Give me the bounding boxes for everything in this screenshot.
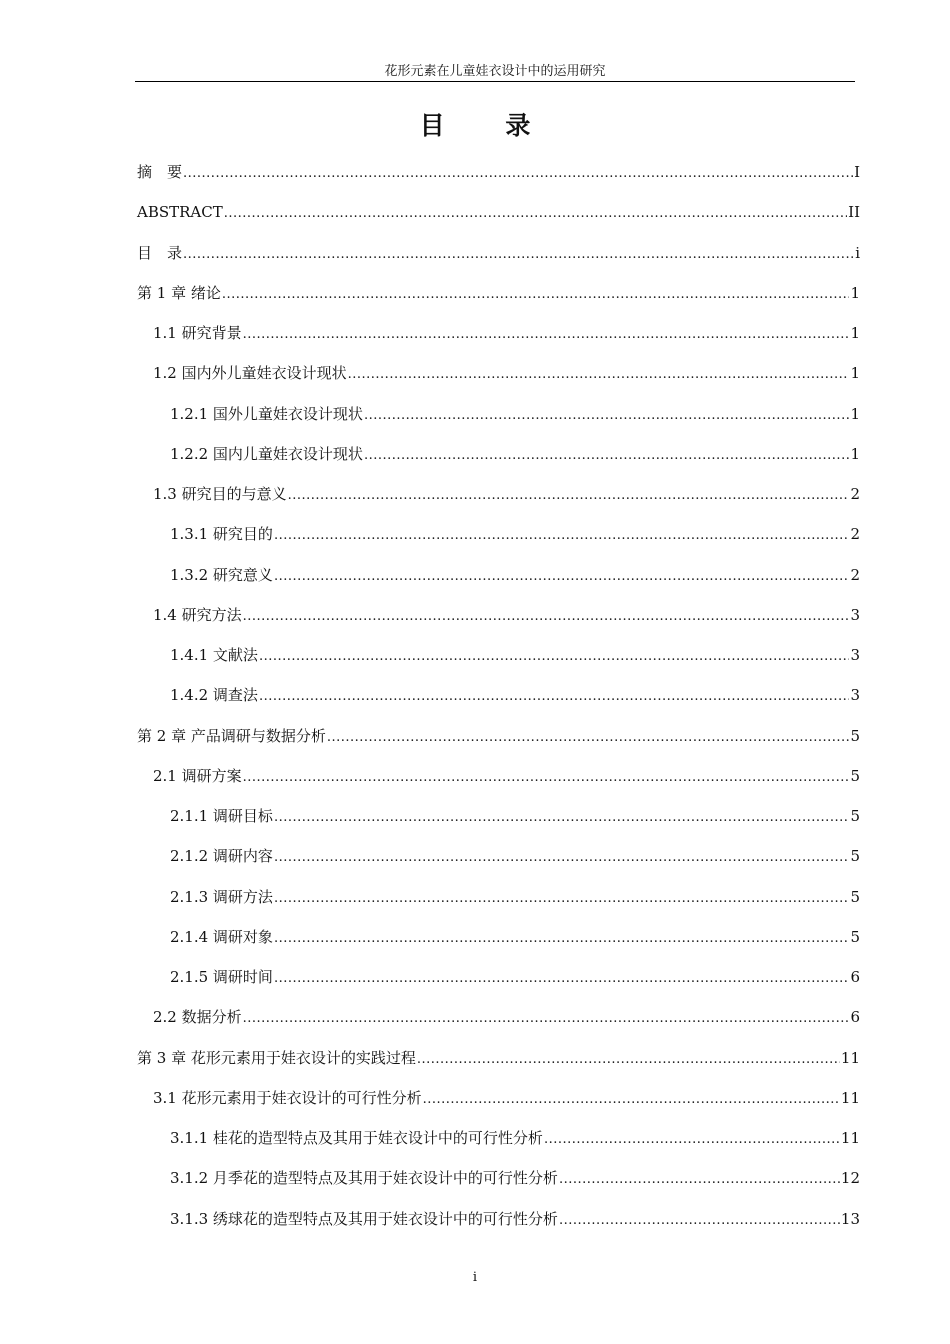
toc-entry-page: II [848,203,860,222]
toc-leader-dots [288,486,850,506]
toc-entry-label: 摘 要 [137,163,183,181]
toc-leader-dots [274,889,850,909]
toc-entry-label: 2.1.2 调研内容 [170,847,273,866]
toc-entry-page: 5 [850,807,860,825]
toc-entry-label: 第 3 章 花形元素用于娃衣设计的实践过程 [137,1048,416,1067]
toc-entry-label: 2.1.3 调研方法 [170,887,273,906]
toc-entry-label: 第 2 章 产品调研与数据分析 [137,726,326,745]
toc-list [137,162,860,1249]
toc-leader-dots [274,929,850,949]
toc-entry-page: 2 [850,525,860,544]
toc-entry-label: 1.3 研究目的与意义 [153,485,287,503]
toc-leader-dots [348,365,850,385]
toc-entry-label: 2.1.4 调研对象 [170,927,273,946]
toc-entry[interactable] [137,887,860,927]
toc-entry[interactable] [137,726,860,766]
toc-leader-dots [417,1050,840,1070]
toc-entry-page: 11 [840,1048,860,1067]
page-title: 目 录 [419,111,557,140]
toc-entry[interactable] [137,1088,860,1128]
toc-entry[interactable] [137,243,860,283]
toc-leader-dots [243,607,850,627]
toc-entry[interactable] [137,363,860,403]
toc-entry[interactable] [137,1168,860,1208]
toc-leader-dots [183,164,853,184]
toc-leader-dots [274,526,850,546]
toc-leader-dots [243,768,850,788]
toc-entry-label: 2.2 数据分析 [153,1008,242,1027]
toc-entry-label: 目 录 [137,243,183,262]
running-header: 花形元素在儿童娃衣设计中的运用研究 [384,64,606,79]
toc-leader-dots [274,969,850,989]
toc-entry-label: 3.1.2 月季花的造型特点及其用于娃衣设计中的可行性分析 [170,1169,558,1188]
toc-entry[interactable] [137,927,860,967]
toc-entry-page: 13 [840,1209,860,1228]
toc-entry-page: i [855,243,860,262]
toc-leader-dots [274,848,850,868]
toc-entry-label: 第 1 章 绪论 [137,283,221,302]
toc-leader-dots [259,687,850,707]
toc-leader-dots [423,1090,840,1110]
toc-entry-label: 1.2.2 国内儿童娃衣设计现状 [170,444,363,463]
toc-entry[interactable] [137,766,860,806]
toc-leader-dots [243,1009,850,1029]
toc-entry[interactable] [137,524,860,564]
toc-leader-dots [544,1130,840,1150]
toc-entry[interactable] [137,1128,860,1168]
toc-entry[interactable] [137,484,860,524]
toc-leader-dots [243,325,850,345]
toc-entry[interactable] [137,323,860,363]
toc-entry-label: 1.2.1 国外儿童娃衣设计现状 [170,404,363,423]
toc-entry-page: 2 [850,485,860,503]
toc-entry[interactable] [137,645,860,685]
toc-entry[interactable] [137,444,860,484]
toc-leader-dots [364,446,850,466]
toc-entry-label: 2.1.5 调研时间 [170,968,273,986]
toc-leader-dots [364,406,850,426]
toc-entry-label: 2.1.1 调研目标 [170,807,273,825]
toc-entry-page: 3 [850,605,860,624]
toc-entry-page: 3 [850,686,860,705]
toc-entry-page: 5 [850,847,860,866]
toc-entry-page: 2 [850,565,860,584]
toc-entry-page: 11 [840,1129,860,1147]
toc-entry-page: 1 [850,364,860,383]
toc-entry-page: 5 [850,927,860,946]
toc-entry[interactable] [137,806,860,846]
toc-entry-page: 6 [850,1008,860,1027]
toc-entry-label: 2.1 调研方案 [153,766,242,785]
toc-entry[interactable] [137,202,860,242]
toc-entry-label: 3.1.3 绣球花的造型特点及其用于娃衣设计中的可行性分析 [170,1209,558,1228]
toc-entry-label: 1.3.1 研究目的 [170,525,273,544]
toc-leader-dots [327,728,850,748]
toc-entry[interactable] [137,846,860,886]
toc-leader-dots [222,285,850,305]
toc-entry[interactable] [137,1048,860,1088]
header-rule [135,81,855,82]
toc-entry-label: 1.4.2 调查法 [170,686,258,705]
toc-leader-dots [559,1211,840,1231]
toc-entry-page: 1 [850,444,860,463]
toc-entry[interactable] [137,1209,860,1249]
toc-entry-page: 6 [850,968,860,986]
toc-leader-dots [183,245,854,265]
toc-entry-page: 1 [850,283,860,302]
toc-entry-label: 1.4 研究方法 [153,605,242,624]
toc-leader-dots [259,647,850,667]
toc-entry-page: I [854,163,860,181]
toc-entry[interactable] [137,605,860,645]
toc-entry-page: 5 [850,726,860,745]
toc-entry[interactable] [137,1007,860,1047]
toc-entry-page: 5 [850,887,860,906]
toc-entry-label: 1.1 研究背景 [153,324,242,342]
toc-entry-page: 1 [850,324,860,342]
toc-entry-label: 3.1.1 桂花的造型特点及其用于娃衣设计中的可行性分析 [170,1129,543,1147]
toc-entry-label: 1.3.2 研究意义 [170,565,273,584]
toc-entry[interactable] [137,967,860,1007]
toc-entry-page: 1 [850,404,860,423]
toc-entry[interactable] [137,162,860,202]
toc-entry-page: 5 [850,766,860,785]
toc-entry-label: ABSTRACT [137,203,223,222]
toc-leader-dots [274,808,850,828]
toc-entry-label: 3.1 花形元素用于娃衣设计的可行性分析 [153,1088,422,1107]
toc-leader-dots [274,567,850,587]
toc-entry[interactable] [137,565,860,605]
toc-entry[interactable] [137,685,860,725]
toc-entry-label: 1.2 国内外儿童娃衣设计现状 [153,364,347,383]
page-number: i [472,1270,478,1285]
toc-leader-dots [559,1170,840,1190]
toc-leader-dots [224,204,847,224]
toc-entry-page: 11 [840,1088,860,1107]
toc-entry-page: 12 [840,1169,860,1188]
toc-entry-label: 1.4.1 文献法 [170,646,258,664]
toc-entry[interactable] [137,404,860,444]
toc-entry[interactable] [137,283,860,323]
toc-entry-page: 3 [850,646,860,664]
